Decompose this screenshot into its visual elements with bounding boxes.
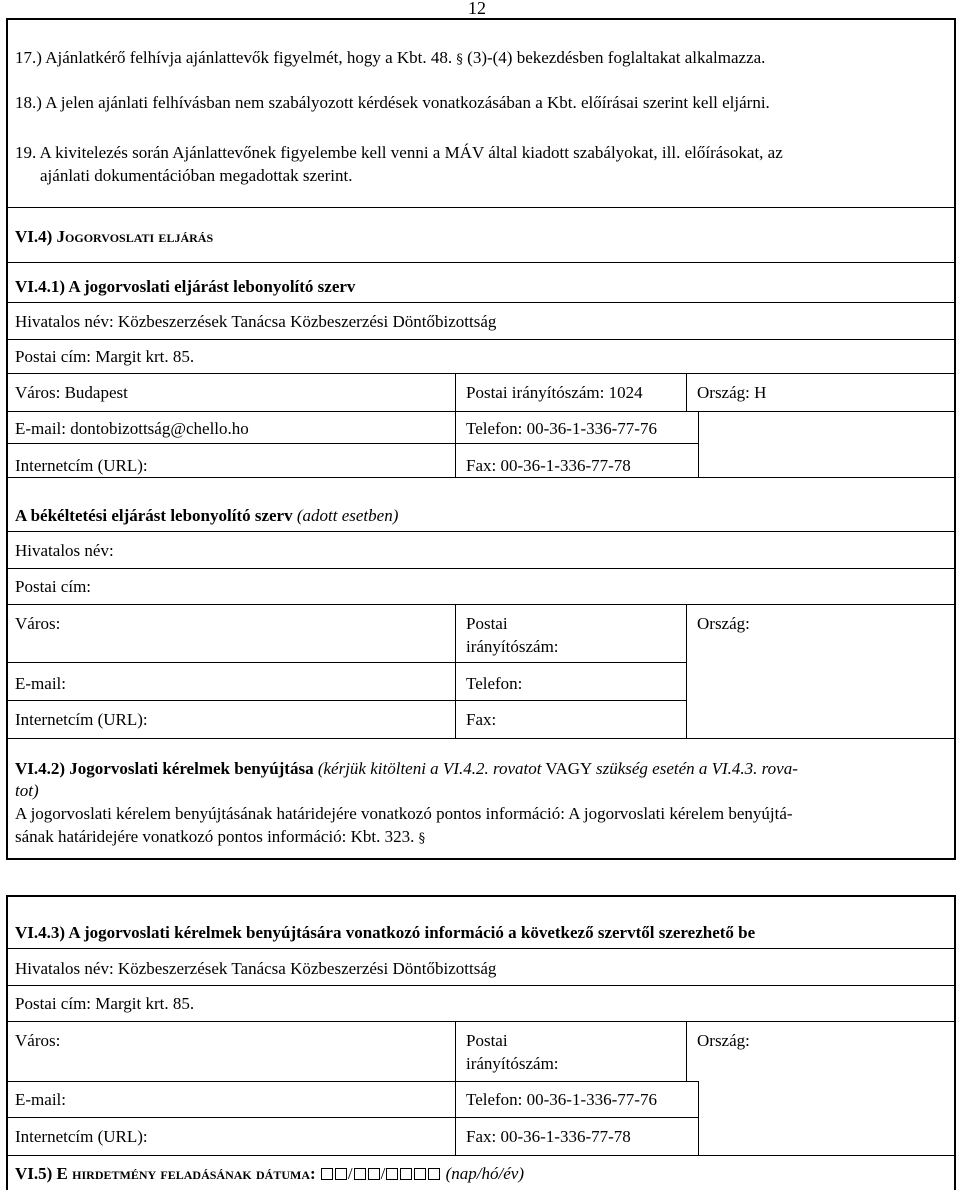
vi43-postal-code-line1: Postai xyxy=(466,1031,508,1050)
subsection-heading-vi42: VI.4.2) Jogorvoslati kérelmek benyújtása (kérjük kitölteni a VI.4.2. rovatot VAGY szükség esetén a VI.4.3. rova- xyxy=(15,759,798,778)
vi43-postal-address: Postai cím: Margit krt. 85. xyxy=(15,994,195,1013)
country: Ország: H xyxy=(697,383,767,402)
subsection-note-tail: tot) xyxy=(15,781,39,800)
section-heading-vi4: VI.4) Jogorvoslati eljárás xyxy=(15,227,214,246)
divider xyxy=(6,411,956,412)
day-checkboxes[interactable] xyxy=(320,1163,348,1184)
postal-code: Postai irányítószám: 1024 xyxy=(466,383,643,402)
checkbox-icon[interactable] xyxy=(428,1168,440,1180)
divider xyxy=(6,1117,699,1118)
divider xyxy=(6,339,956,340)
divider xyxy=(6,443,699,444)
vi5-date-line: VI.5) E hirdetmény feladásának dátuma: / / (nap/hó/év) xyxy=(15,1164,524,1183)
column-divider xyxy=(698,411,699,477)
divider xyxy=(6,373,956,374)
mediation-phone: Telefon: xyxy=(466,674,523,693)
divider xyxy=(6,1081,699,1082)
page-number: 12 xyxy=(468,0,486,18)
checkbox-icon[interactable] xyxy=(321,1168,333,1180)
mediation-postal-code-line2: irányítószám: xyxy=(466,637,559,656)
mediation-postal-address: Postai cím: xyxy=(15,577,92,596)
divider xyxy=(6,738,956,739)
divider xyxy=(6,948,956,949)
divider xyxy=(6,568,956,569)
official-name: Hivatalos név: Közbeszerzések Tanácsa Közbeszerzési Döntőbizottság xyxy=(15,312,497,331)
checkbox-icon[interactable] xyxy=(368,1168,380,1180)
subsection-heading-vi43: VI.4.3) A jogorvoslati kérelmek benyújtására vonatkozó információ a következő szervtől szerezhető be xyxy=(15,923,756,942)
vi43-fax: Fax: 00-36-1-336-77-78 xyxy=(466,1127,631,1146)
checkbox-icon[interactable] xyxy=(414,1168,426,1180)
divider xyxy=(6,477,956,478)
column-divider xyxy=(686,604,687,738)
vi43-email: E-mail: xyxy=(15,1090,66,1109)
column-divider xyxy=(686,1021,687,1081)
mediation-country: Ország: xyxy=(697,614,750,633)
divider xyxy=(6,985,956,986)
mediation-city: Város: xyxy=(15,614,61,633)
vi43-postal-code-line2: irányítószám: xyxy=(466,1054,559,1073)
mediation-postal-code-line1: Postai xyxy=(466,614,508,633)
email: E-mail: dontobizottság@chello.ho xyxy=(15,419,249,438)
mediation-official-name: Hivatalos név: xyxy=(15,541,114,560)
divider xyxy=(6,207,956,208)
divider xyxy=(6,531,956,532)
subsection-heading-vi41: VI.4.1) A jogorvoslati eljárást lebonyolító szerv xyxy=(15,277,356,296)
divider xyxy=(6,700,687,701)
year-checkboxes[interactable] xyxy=(385,1163,441,1184)
item-17: 17.) Ajánlatkérő felhívja ajánlattevők figyelmét, hogy a Kbt. 48. § (3)-(4) bekezdésben foglaltakat alkalmazza. xyxy=(15,48,766,67)
vi42-body-line1: A jogorvoslati kérelem benyújtásának határidejére vonatkozó pontos információ: A jogorvoslati kérelem benyújtá- xyxy=(15,804,793,823)
column-divider xyxy=(455,373,456,477)
item-18: 18.) A jelen ajánlati felhívásban nem szabályozott kérdések vonatkozásában a Kbt. előírásai szerint kell eljárni. xyxy=(15,93,770,112)
item-19-line1: 19. A kivitelezés során Ajánlattevőnek figyelembe kell venni a MÁV által kiadott szabályokat, ill. előírásokat, az xyxy=(15,143,783,162)
url: Internetcím (URL): xyxy=(15,456,148,475)
mediation-fax: Fax: xyxy=(466,710,497,729)
checkbox-icon[interactable] xyxy=(400,1168,412,1180)
month-checkboxes[interactable] xyxy=(353,1163,381,1184)
vi43-city: Város: xyxy=(15,1031,61,1050)
vi43-phone: Telefon: 00-36-1-336-77-76 xyxy=(466,1090,657,1109)
divider xyxy=(6,302,956,303)
divider xyxy=(6,662,687,663)
section-sign-icon: § xyxy=(418,831,426,846)
divider xyxy=(6,1021,956,1022)
fax: Fax: 00-36-1-336-77-78 xyxy=(466,456,631,475)
checkbox-icon[interactable] xyxy=(354,1168,366,1180)
column-divider xyxy=(686,373,687,411)
vi43-country: Ország: xyxy=(697,1031,750,1050)
divider xyxy=(6,262,956,263)
checkbox-icon[interactable] xyxy=(386,1168,398,1180)
divider xyxy=(6,604,956,605)
column-divider xyxy=(455,604,456,738)
vi42-body-line2: sának határidejére vonatkozó pontos információ: Kbt. 323. § xyxy=(15,827,426,846)
column-divider xyxy=(698,1081,699,1155)
vi43-official-name: Hivatalos név: Közbeszerzések Tanácsa Közbeszerzési Döntőbizottság xyxy=(15,959,497,978)
vi43-url: Internetcím (URL): xyxy=(15,1127,148,1146)
mediation-heading: A békéltetési eljárást lebonyolító szerv (adott esetben) xyxy=(15,506,399,525)
divider xyxy=(6,1155,956,1156)
phone: Telefon: 00-36-1-336-77-76 xyxy=(466,419,657,438)
mediation-email: E-mail: xyxy=(15,674,66,693)
mediation-url: Internetcím (URL): xyxy=(15,710,148,729)
item-19-line2: ajánlati dokumentációban megadottak szerint. xyxy=(40,166,353,185)
section-sign-icon: § xyxy=(456,52,463,67)
checkbox-icon[interactable] xyxy=(335,1168,347,1180)
column-divider xyxy=(455,1021,456,1155)
postal-address: Postai cím: Margit krt. 85. xyxy=(15,347,195,366)
city: Város: Budapest xyxy=(15,383,128,402)
